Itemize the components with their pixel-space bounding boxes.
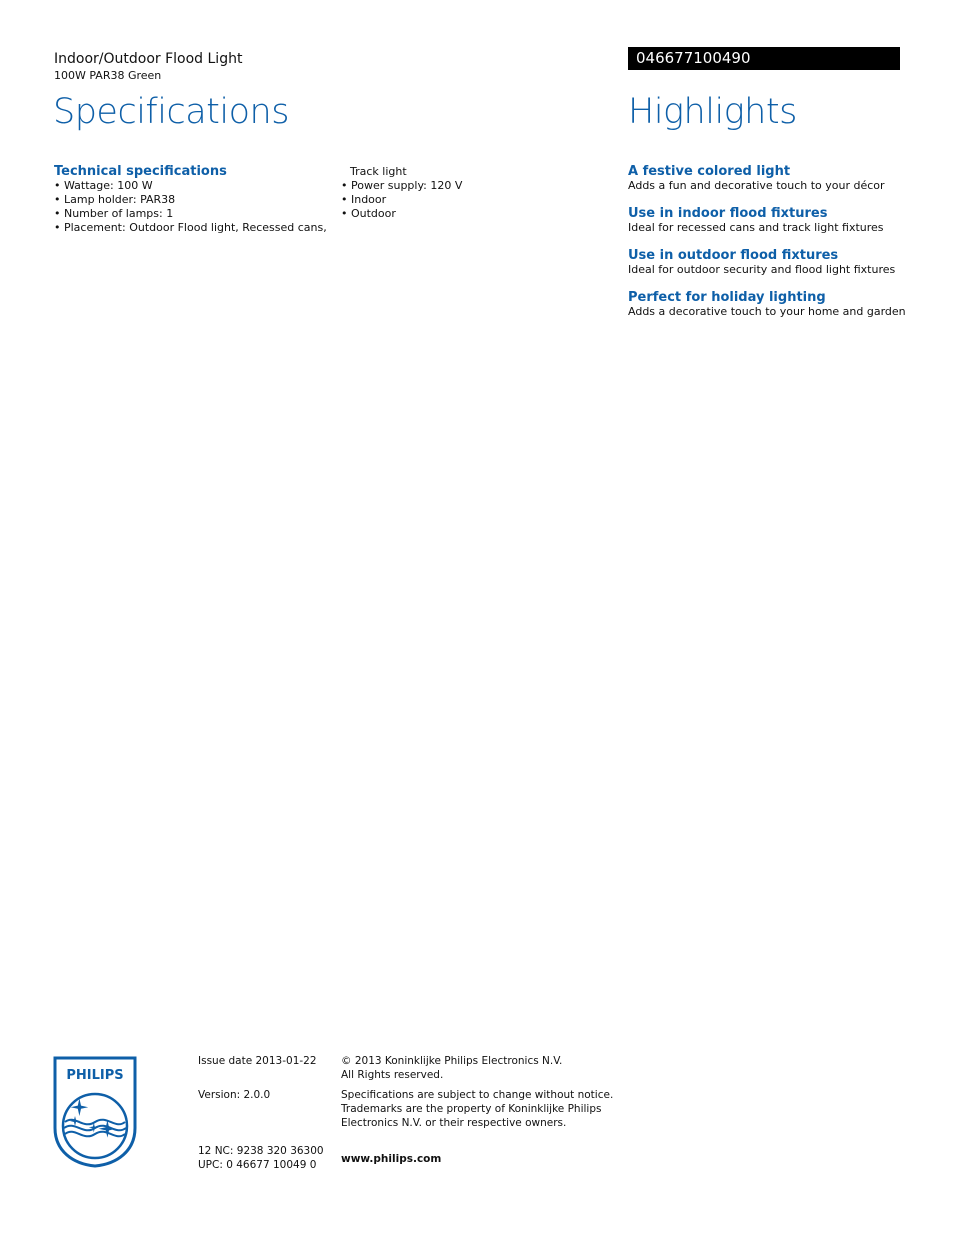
philips-logo	[53, 1056, 137, 1168]
list-item: • Power supply: 120 V	[341, 179, 463, 192]
highlight-text: Adds a fun and decorative touch to your décor	[628, 179, 885, 192]
highlight-text: Ideal for outdoor security and flood light fixtures	[628, 263, 896, 276]
tech-specs-column-2	[341, 165, 541, 221]
notice-line-2: Trademarks are the property of Koninklijke Philips	[341, 1103, 602, 1115]
highlight-title: Use in outdoor flood fixtures	[628, 248, 839, 263]
philips-shield-icon	[53, 1056, 137, 1168]
upc-code: UPC: 0 46677 10049 0	[198, 1159, 317, 1171]
highlight-title: Perfect for holiday lighting	[628, 290, 826, 305]
highlight-title: A festive colored light	[628, 164, 791, 179]
version: Version: 2.0.0	[198, 1089, 271, 1101]
highlight-text: Adds a decorative touch to your home and garden	[628, 305, 906, 318]
product-subtitle: 100W PAR38 Green	[54, 69, 162, 82]
highlight-item	[628, 291, 928, 319]
product-title: Indoor/Outdoor Flood Light	[54, 51, 243, 67]
highlight-item	[628, 249, 928, 277]
list-item: • Wattage: 100 W	[54, 179, 153, 192]
list-item: • Lamp holder: PAR38	[54, 193, 176, 206]
copyright-line-2: All Rights reserved.	[341, 1069, 444, 1081]
footer-legal	[341, 1054, 621, 1166]
list-item: • Outdoor	[341, 207, 396, 220]
footer-meta	[198, 1054, 328, 1172]
issue-date: Issue date 2013-01-22	[198, 1055, 317, 1067]
copyright-line-1: © 2013 Koninklijke Philips Electronics N.V.	[341, 1055, 563, 1067]
list-item: Track light	[350, 165, 407, 178]
highlight-title: Use in indoor flood fixtures	[628, 206, 828, 221]
tech-specs-title: Technical specifications	[54, 164, 227, 179]
twelve-nc: 12 NC: 9238 320 36300	[198, 1145, 324, 1157]
notice-line-3: Electronics N.V. or their respective owners.	[341, 1117, 567, 1129]
highlights-list	[628, 165, 928, 333]
product-code-bar: 046677100490	[628, 47, 900, 70]
logo-wordmark: PHILIPS	[66, 1068, 124, 1083]
tech-specs-column-1	[54, 164, 327, 235]
website-link[interactable]: www.philips.com	[341, 1153, 442, 1165]
tech-specs-list-2	[341, 165, 541, 221]
specifications-heading: Specifications	[53, 92, 289, 132]
highlights-heading: Highlights	[628, 92, 797, 132]
tech-specs-list-1	[54, 179, 327, 235]
list-item: • Placement: Outdoor Flood light, Recessed cans,	[54, 221, 327, 234]
list-item: • Number of lamps: 1	[54, 207, 174, 220]
notice-line-1: Specifications are subject to change without notice.	[341, 1089, 614, 1101]
highlight-item	[628, 207, 928, 235]
list-item: • Indoor	[341, 193, 387, 206]
highlight-text: Ideal for recessed cans and track light fixtures	[628, 221, 884, 234]
highlight-item	[628, 165, 928, 193]
